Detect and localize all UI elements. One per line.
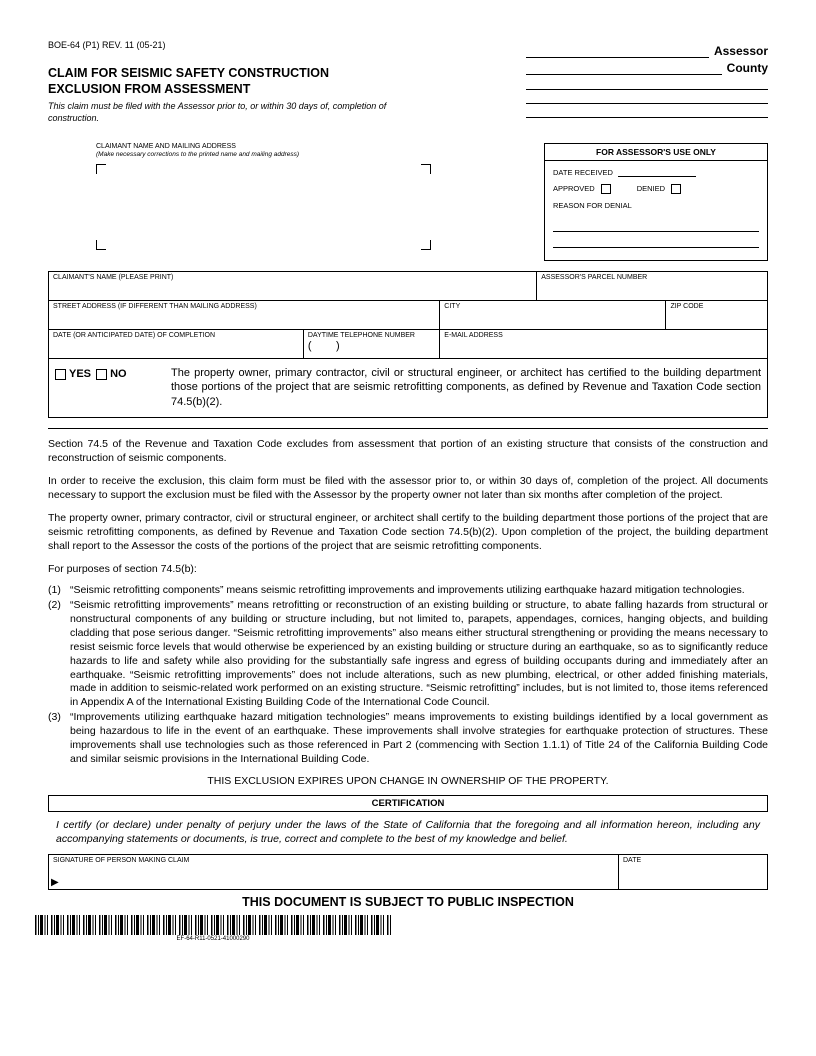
date-received-label: DATE RECEIVED [553, 167, 613, 177]
title-line-2: EXCLUSION FROM ASSESSMENT [48, 81, 251, 96]
address-line-2[interactable] [526, 92, 768, 104]
date-received-line[interactable] [618, 168, 696, 177]
zip-code-label: ZIP CODE [670, 302, 704, 310]
parcel-number-label: ASSESSOR'S PARCEL NUMBER [541, 273, 648, 281]
paragraph-2: In order to receive the exclusion, this claim form must be filed with the assessor prior to, or within 30 days of, completion of the project. All documents necessary to support the exclusion must be filed with the Assessor by the property owner not later than six months after completion of the project. [48, 475, 768, 502]
signature-date-label: DATE [623, 857, 642, 865]
signature-arrow-icon: ▶ [51, 877, 59, 889]
form-number: BOE-64 (P1) REV. 11 (05-21) [48, 40, 166, 50]
reason-line-2[interactable] [553, 238, 759, 248]
expiration-notice: THIS EXCLUSION EXPIRES UPON CHANGE IN OWNERSHIP OF THE PROPERTY. [207, 775, 609, 788]
yes-checkbox[interactable] [55, 369, 66, 380]
public-inspection-notice: THIS DOCUMENT IS SUBJECT TO PUBLIC INSPECTION [242, 895, 574, 910]
county-label: County [726, 61, 768, 75]
assessor-name-line[interactable] [526, 45, 709, 58]
yes-label: YES [69, 367, 92, 380]
address-line-1[interactable] [526, 78, 768, 90]
instructions-body [48, 438, 768, 789]
list-item-3 [48, 711, 768, 767]
email-label: E-MAIL ADDRESS [444, 331, 503, 339]
corner-mark-bottom-left [96, 240, 106, 250]
certification-header: CERTIFICATION [48, 795, 768, 812]
barcode-block [35, 915, 391, 942]
phone-label: DAYTIME TELEPHONE NUMBER [307, 331, 415, 339]
list-item-1 [48, 584, 768, 598]
zip-code-field[interactable] [666, 301, 767, 329]
claimant-name-label: CLAIMANT'S NAME (PLEASE PRINT) [53, 273, 174, 281]
claimant-mailing-block [96, 143, 436, 261]
paragraph-4: For purposes of section 74.5(b): [48, 562, 197, 575]
reason-for-denial-label: REASON FOR DENIAL [553, 200, 632, 210]
claimant-info-table [48, 271, 768, 359]
phone-area-code-parens: ( ) [307, 339, 340, 352]
city-field[interactable] [440, 301, 666, 329]
denied-label: DENIED [636, 184, 666, 194]
parcel-number-field[interactable] [537, 272, 767, 300]
barcode [35, 915, 391, 935]
signature-label: SIGNATURE OF PERSON MAKING CLAIM [53, 857, 190, 865]
mailing-sublabel: (Make necessary corrections to the printed name and mailing address) [96, 150, 300, 158]
email-field[interactable] [440, 330, 767, 358]
corner-mark-top-left [96, 164, 106, 174]
certified-question-row [48, 359, 768, 419]
list-item-1-number: (1) [48, 583, 61, 596]
page-title [48, 66, 478, 97]
signature-table [48, 854, 768, 890]
list-item-2-number: (2) [48, 598, 61, 611]
paragraph-3: The property owner, primary contractor, civil or structural engineer, or architect shall certify to the building department those portions of the project that are seismic retrofitting components, as defined by Revenue and Taxation Code section 74.5(b)(2). Upon completion of the project, the building department shall report to the Assessor the costs of the portions of the project that are seismic retrofitting components. [48, 511, 768, 552]
paragraph-1: Section 74.5 of the Revenue and Taxation Code excludes from assessment that portion of an existing structure that consists of the construction and reconstruction of seismic components. [48, 438, 768, 465]
claimant-name-field[interactable] [49, 272, 537, 300]
approved-checkbox[interactable] [601, 184, 611, 194]
section-divider [48, 428, 768, 429]
county-block [526, 40, 768, 125]
certification-text: I certify (or declare) under penalty of perjury under the laws of the State of California that the foregoing and all information hereon, including any accompanying statements or documents, is true, correct and complete to the best of my knowledge and belief. [56, 819, 760, 846]
filing-instruction: This claim must be filed with the Assessor prior to, or within 30 days of, completion of construction. [48, 101, 387, 123]
assessor-use-only-box [544, 143, 768, 261]
mailing-label: CLAIMANT NAME AND MAILING ADDRESS [96, 142, 236, 150]
completion-date-field[interactable] [49, 330, 304, 358]
denied-checkbox[interactable] [671, 184, 681, 194]
mailing-address-area[interactable] [96, 164, 431, 250]
phone-field[interactable] [304, 330, 440, 358]
address-line-3[interactable] [526, 106, 768, 118]
county-name-line[interactable] [526, 62, 722, 75]
signature-date-field[interactable] [619, 855, 767, 889]
list-item-3-number: (3) [48, 711, 61, 724]
approved-label: APPROVED [553, 184, 595, 194]
title-line-1: CLAIM FOR SEISMIC SAFETY CONSTRUCTION [48, 66, 330, 80]
street-address-field[interactable] [49, 301, 440, 329]
form-header [48, 40, 768, 125]
signature-field[interactable] [49, 855, 619, 889]
corner-mark-top-right [421, 164, 431, 174]
assessor-use-only-title: FOR ASSESSOR'S USE ONLY [545, 144, 767, 161]
reason-line-1[interactable] [553, 222, 759, 232]
assessor-label: Assessor [713, 44, 768, 58]
city-label: CITY [444, 302, 461, 310]
certified-statement: The property owner, primary contractor, civil or structural engineer, or architect has certified to the building department those portions of the project that are seismic retrofitting components, as defined by Revenue and Taxation Code section 74.5(b)(2). [171, 366, 761, 408]
list-item-1-text: “Seismic retrofitting components” means seismic retrofitting improvements and improvements utilizing earthquake hazard mitigation technologies. [70, 583, 745, 596]
completion-date-label: DATE (OR ANTICIPATED DATE) OF COMPLETION [53, 331, 216, 339]
list-item-2-text: “Seismic retrofitting improvements” means retrofitting or reconstruction of an existing building or structure, to abate falling hazards from structural or nonstructural components of any building or structure including, but not limited to, parapets, appendages, cornices, hanging objects, and building cladding that pose serious danger. “Seismic retrofitting improvements” also means either structural strengthening or providing the means necessary to resist seismic force levels that would otherwise be experienced by an existing building or structure during an earthquake, so as to significantly reduce hazards to life and safety while also providing for the substantially safe ingress and egress of building occupants during and immediately after an earthquake. “Seismic retrofitting improvements” does not include alterations, such as new plumbing, electrical, or other added finishing materials, made in addition to seismic-related work performed on an existing structure. “Seismic retrofitting” includes, but is not limited to, those items referenced in Appendix A of the International Existing Building Code of the International Code Council. [70, 598, 768, 709]
no-checkbox[interactable] [96, 369, 107, 380]
list-item-3-text: “Improvements utilizing earthquake hazard mitigation technologies” means improvements to existing buildings identified by a local government as being hazardous to life in the event of an earthquake. These improvements shall involve strategies for earthquake protection of structures. These improvements shall use technologies such as those referenced in Part 2 (commencing with Section 1.1.1) of Title 24 of the California Building Code and similar seismic provisions in the International Building Code. [70, 711, 768, 766]
corner-mark-bottom-right [421, 240, 431, 250]
list-item-2 [48, 599, 768, 711]
street-address-label: STREET ADDRESS (IF DIFFERENT THAN MAILING ADDRESS) [53, 302, 257, 310]
barcode-text: EF-64-R11-0521-41000290 [176, 936, 250, 943]
no-label: NO [110, 367, 127, 380]
